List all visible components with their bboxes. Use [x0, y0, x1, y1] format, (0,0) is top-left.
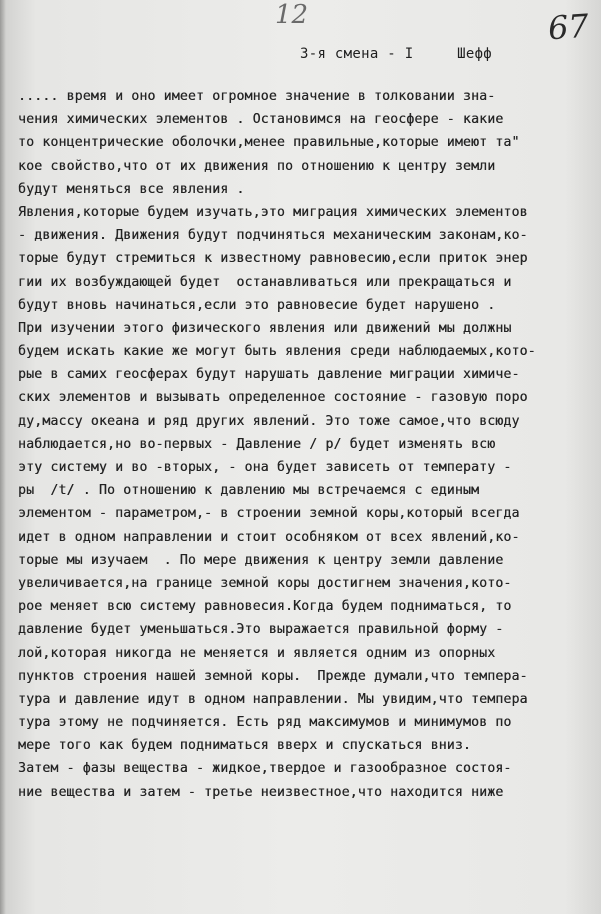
text-line: торые будут стремиться к известному равновесию,если приток энер — [18, 251, 528, 267]
text-line: пунктов строения нашей земной коры. Прежде думали,что темпера- — [18, 668, 528, 684]
text-line: При изучении этого физического явления или движений мы должны — [18, 320, 512, 336]
text-line: то концентрические оболочки,менее правильные,которые имеют та" — [18, 135, 520, 151]
text-line: рые в самих геосферах будут нарушать давление миграции химиче- — [18, 367, 520, 383]
text-line: ..... время и оно имеет огромное значение в толковании зна- — [18, 89, 496, 104]
text-line: элементом - параметром,- в строении земной коры,который всегда — [18, 506, 520, 522]
text-line: будут вновь начинаться,если это равновесие будет нарушено . — [18, 297, 496, 313]
text-line: торые мы изучаем . По мере движения к центру земли давление — [18, 552, 504, 568]
text-line: увеличивается,на границе земной коры достигнем значения,кото- — [18, 575, 512, 591]
text-line: давление будет уменьшаться.Это выражается правильной форму - — [18, 622, 504, 638]
text-line: Явления,которые будем изучать,это миграция химических элементов — [18, 204, 528, 220]
text-line: будут меняться все явления . — [18, 181, 245, 197]
text-line: эту систему и во -вторых, - она будет зависеть от температу - — [18, 460, 512, 475]
text-line: кое свойство,что от их движения по отношению к центру земли — [18, 158, 496, 174]
text-line: ние вещества и затем - третье неизвестное,что находится ниже — [18, 784, 504, 800]
text-line: лой,которая никогда не меняется и является одним из опорных — [18, 645, 496, 661]
text-line: ду,массу океана и ряд других явлений. Это тоже самое,что всюду — [18, 413, 520, 429]
scan-edge-shadow — [0, 0, 6, 914]
text-line: чения химических элементов . Остановимся на геосфере - какие — [18, 112, 504, 128]
text-line: идет в одном направлении и стоит особняком от всех явлений,ко- — [18, 529, 520, 545]
text-line: - движения. Движения будут подчиняться механическим законам,ко- — [18, 228, 528, 244]
text-line: будем искать какие же могут быть явления среди наблюдаемых,кото- — [18, 344, 536, 360]
text-line: тура этому не подчиняется. Есть ряд максимумов и минимумов по — [18, 715, 512, 731]
text-line: гии их возбуждающей будет останавливаться или прекращаться и — [18, 274, 512, 290]
page-number-handwritten: 67 — [547, 6, 591, 48]
text-line: тура и давление идут в одном направлении. Мы увидим,что темпера — [18, 691, 528, 707]
document-body — [18, 85, 593, 804]
text-line: ры /t/ . По отношению к давлению мы встречаемся с единым — [18, 483, 480, 499]
text-line: ских элементов и вызывать определенное состояние - газовую поро — [18, 390, 528, 406]
text-line: мере того как будем подниматься вверх и спускаться вниз. — [18, 738, 472, 754]
page-header: 3-я смена - I Шефф — [300, 46, 493, 62]
text-line: наблюдается,но во-первых - Давление / р/ будет изменять всю — [18, 436, 496, 452]
text-line: рое меняет всю систему равновесия.Когда будем подниматься, то — [18, 599, 512, 615]
text-line: Затем - фазы вещества - жидкое,твердое и газообразное состоя- — [18, 761, 512, 777]
corner-mark: 12 — [275, 0, 309, 30]
